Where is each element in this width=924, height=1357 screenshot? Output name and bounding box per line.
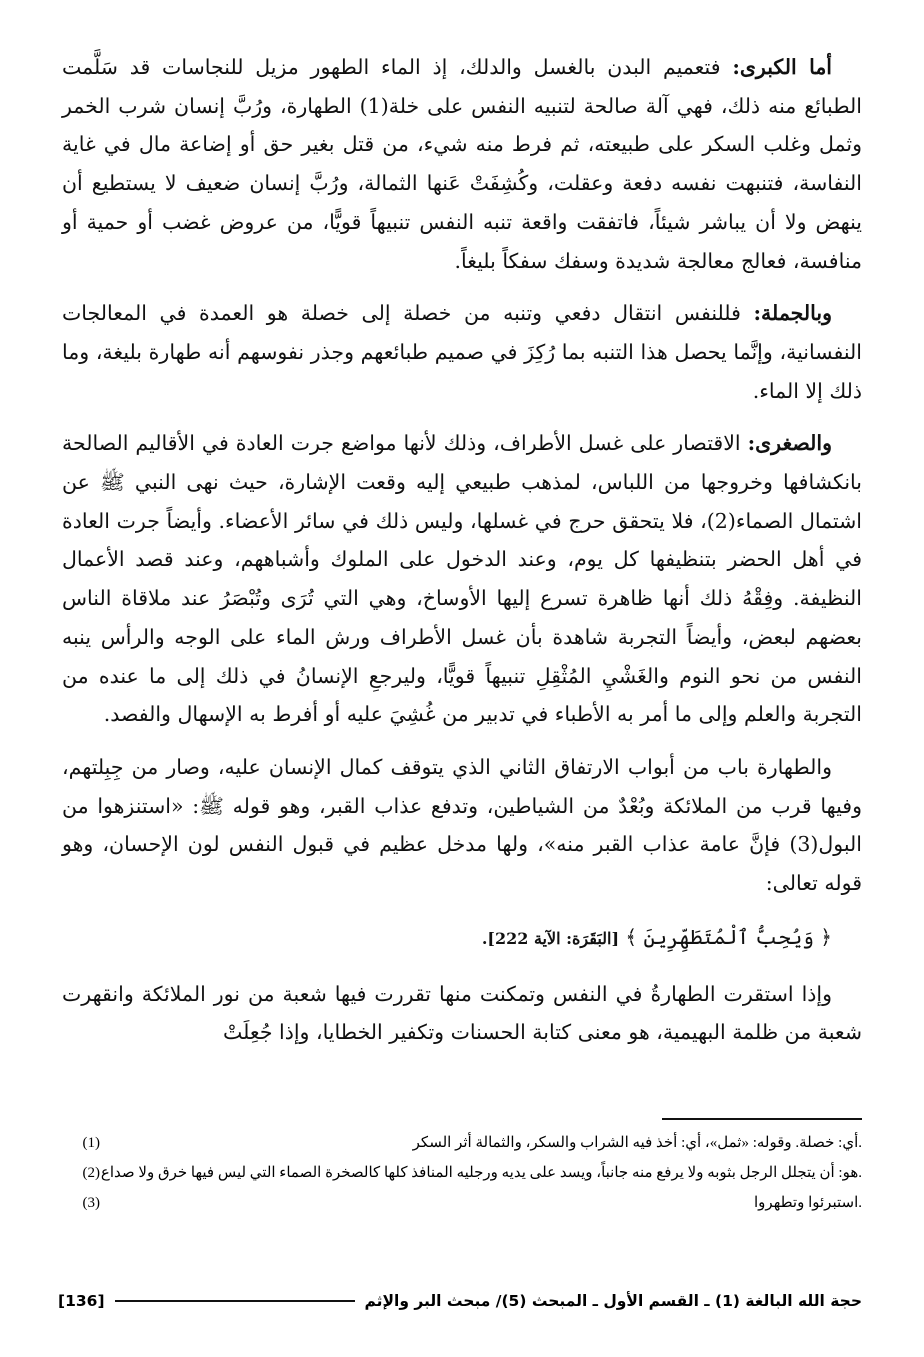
footnote-item — [58, 1188, 862, 1218]
footnote-separator — [662, 1118, 862, 1120]
paragraph-lead: أما الكبرى: — [732, 55, 833, 79]
paragraph-closing: وإذا استقرت الطهارةُ في النفس وتمكنت منها تقررت فيها شعبة من نور الملائكة وانقهرت شعبة من ظلمة البهيمية، هو معنى كتابة الحسنات وتكفير الخطايا، وإذا جُعِلَتْ — [62, 981, 862, 1045]
paragraph-ablution-major — [62, 48, 862, 280]
footer-rule — [115, 1300, 355, 1302]
footnote-number: (1) — [82, 1135, 100, 1151]
page-number: [136] — [58, 1292, 105, 1310]
ornate-bracket-open: ﴿ — [820, 924, 832, 949]
footnote-item — [58, 1158, 862, 1188]
footnote-number: (3) — [82, 1195, 100, 1211]
paragraph-ablution-minor — [62, 424, 862, 734]
footnote-text: استبرئوا وتطهروا. — [754, 1195, 862, 1211]
paragraph-text: فتعميم البدن بالغسل والدلك، إذ الماء الطهور مزيل للنجاسات قد سَلَّمت الطبائع منه ذلك، فهي آلة صالحة لتنبيه النفس على خلة(1) الطهارة، ورُبَّ إنسان شرب الخمر وثمل وغلب السكر على طبيعته، ثم فرط منه شيء، من قتل بغير حق أو إضاعة مال في غاية النفاسة، فتنبهت نفسه دفعة وعقلت، وكُشِفَتْ عَنها الثمالة، ورُبَّ إنسان ضعيف لا يستطيع أن ينهض ولا أن يباشر شيئاً، فاتفقت واقعة تنبه النفس تنبيهاً قويًّا، من عروض غضب أو حمية أو منافسة، فعالج معالجة شديدة وسفك سفكاً بليغاً. — [62, 55, 862, 273]
footnote-text: هو: أن يتجلل الرجل بثوبه ولا يرفع منه جانباً، ويسد على يديه ورجليه المنافذ كلها كالصخرة الصماء التي ليس فيها خرق ولا صداع. — [100, 1165, 862, 1181]
paragraph-text: فللنفس انتقال دفعي وتنبه من خصلة إلى خصلة هو العمدة في المعالجات النفسانية، وإنَّما يحصل هذا التنبه بما رُكِزَ في صميم طبائعهم وجذر نفوسهم أنه طهارة بليغة، وما ذلك إلا الماء. — [62, 301, 862, 403]
ornate-bracket-close: ﴾ — [625, 924, 638, 949]
footnotes — [58, 1128, 862, 1218]
paragraph-text: والطهارة باب من أبواب الارتفاق الثاني الذي يتوقف كمال الإنسان عليه، وصار من جِبِلتهم، وفيها قرب من الملائكة وبُعْدٌ من الشياطين، وتدفع عذاب القبر، وهو قوله ﷺ: «استنزهوا من البول(3) فإنَّ عامة عذاب القبر منه»، ولها مدخل عظيم في قبول النفس لون الإحسان، وهو قوله تعالى: — [62, 754, 862, 896]
footnote-text: أي: خصلة. وقوله: «ثمل»، أي: أخذ فيه الشراب والسكر، والثمالة أثر السكر. — [412, 1135, 862, 1151]
quran-reference: [البَقَرَة: الآية 222]. — [481, 928, 620, 948]
paragraph-in-summary — [62, 294, 862, 410]
footnote-item — [58, 1128, 862, 1158]
paragraph-purity-gate — [62, 748, 862, 903]
quran-verse: وَيُحِبُّ ٱلْمُتَطَهِّرِينَ — [643, 924, 814, 949]
paragraph-lead: والصغرى: — [747, 431, 832, 456]
paragraph-text: الاقتصار على غسل الأطراف، وذلك لأنها مواضع جرت العادة في الأقاليم الصالحة بانكشافها وخروجها من اللباس، لمذهب طبيعي إليه وقعت الإشارة، حيث نهى النبي ﷺ عن اشتمال الصماء(2)، فلا يتحقق حرج في غسلها، وليس ذلك في سائر الأعضاء. وأيضاً جرت العادة في أهل الحضر بتنظيفها كل يوم، وعند الدخول على الملوك وأشباههم، وعند قصد الأعمال النظيفة. وفِقْهُ ذلك أنها ظاهرة تسرع إليها الأوساخ، وهي التي تُرَى وتُبْصَرُ عند ملاقاة الناس بعضهم لبعض، وأيضاً التجربة شاهدة بأن غسل الأطراف ورش الماء على الوجه والرأس ينبه النفس من نحو النوم والغَشْيِ المُثْقِلِ تنبيهاً قويًّا، وليرجعِ الإنسانُ في ذلك إلى ما عنده من التجربة والعلم وإلى ما أمر به الأطباء في تدبير من غُشِيَ عليه أو أفرط به الإسهال والفصد. — [62, 431, 862, 727]
running-footer — [58, 1292, 862, 1310]
running-title: حجة الله البالغة (1) ـ القسم الأول ـ المبحث (5)/ مبحث البر والإثم — [364, 1292, 862, 1310]
quran-quote — [62, 917, 862, 959]
footnote-number: (2) — [82, 1165, 100, 1181]
paragraph-lead: وبالجملة: — [753, 301, 832, 326]
